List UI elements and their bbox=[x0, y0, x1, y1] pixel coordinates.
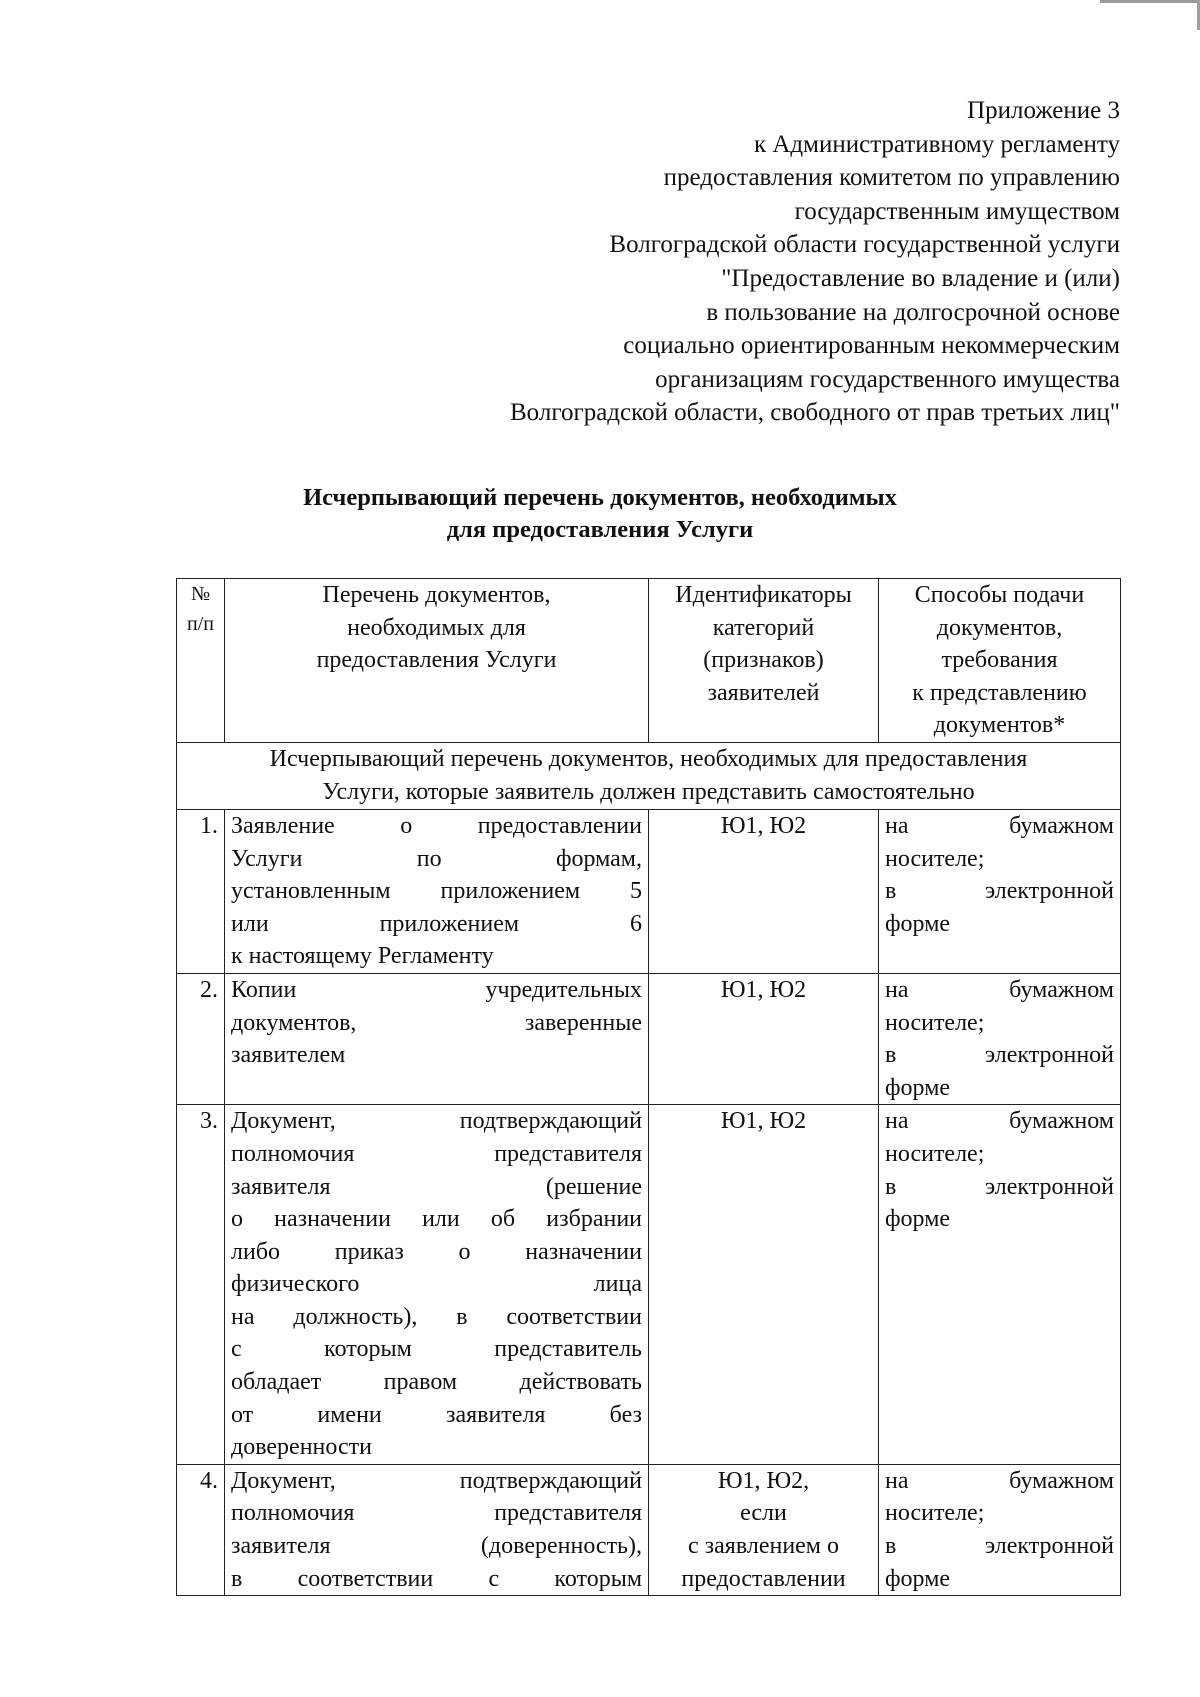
table-row bbox=[177, 973, 1121, 1104]
header-identifiers: Идентификаторы категорий (признаков) заявителей bbox=[649, 579, 879, 743]
row-identifiers: Ю1, Ю2 bbox=[649, 809, 879, 973]
documents-table bbox=[176, 578, 1121, 1596]
annex-line: организациям государственного имущества bbox=[655, 365, 1120, 393]
row-number: 1. bbox=[177, 809, 225, 973]
table-row bbox=[177, 809, 1121, 973]
annex-line: Приложение 3 bbox=[967, 97, 1120, 124]
row-number: 3. bbox=[177, 1105, 225, 1465]
header-submission-methods: Способы подачи документов, требования к представлению документов* bbox=[879, 579, 1121, 743]
row-method: на бумажном носителе; в электронной форме bbox=[879, 1464, 1121, 1595]
section-row bbox=[177, 742, 1121, 809]
row-identifiers: Ю1, Ю2 bbox=[649, 1105, 879, 1465]
header-number: № п/п bbox=[177, 579, 225, 743]
table-row bbox=[177, 1105, 1121, 1465]
section-heading: Исчерпывающий перечень документов, необходимых для предоставления Услуги, которые заявитель должен представить самостоятельно bbox=[177, 742, 1121, 809]
row-number: 2. bbox=[177, 973, 225, 1104]
table-row bbox=[177, 1464, 1121, 1595]
row-identifiers: Ю1, Ю2, если с заявлением о предоставлении bbox=[649, 1464, 879, 1595]
table-header-row bbox=[177, 579, 1121, 743]
annex-line: Волгоградской области, свободного от прав третьих лиц" bbox=[510, 399, 1120, 427]
row-number: 4. bbox=[177, 1464, 225, 1595]
row-document: Документ, подтверждающий полномочия представителя заявителя (решение о назначении или об избрании либо приказ о назначении физического лица на должность), в соответствии с которым представитель обладает правом действовать от имени заявителя без доверенности bbox=[225, 1105, 649, 1465]
annex-line: в пользование на долгосрочной основе bbox=[706, 298, 1120, 326]
row-identifiers: Ю1, Ю2 bbox=[649, 973, 879, 1104]
row-document: Копии учредительных документов, заверенные заявителем bbox=[225, 973, 649, 1104]
annex-line: "Предоставление во владение и (или) bbox=[721, 264, 1120, 292]
row-method: на бумажном носителе; в электронной форме bbox=[879, 973, 1121, 1104]
annex-line: предоставления комитетом по управлению bbox=[663, 164, 1120, 192]
row-document: Документ, подтверждающий полномочия представителя заявителя (доверенность), в соответствии с которым bbox=[225, 1464, 649, 1595]
annex-line: Волгоградской области государственной услуги bbox=[609, 231, 1120, 259]
annex-line: социально ориентированным некоммерческим bbox=[623, 332, 1120, 360]
row-document: Заявление о предоставлении Услуги по формам, установленным приложением 5 или приложением 6 к настоящему Регламенту bbox=[225, 809, 649, 973]
annex-line: к Административному регламенту bbox=[753, 130, 1120, 158]
annex-line: государственным имуществом bbox=[794, 197, 1120, 225]
row-method: на бумажном носителе; в электронной форме bbox=[879, 1105, 1121, 1465]
document-title-line: для предоставления Услуги bbox=[446, 516, 754, 543]
header-documents: Перечень документов, необходимых для предоставления Услуги bbox=[225, 579, 649, 743]
row-method: на бумажном носителе; в электронной форме bbox=[879, 809, 1121, 973]
document-title-line: Исчерпывающий перечень документов, необходимых bbox=[303, 484, 897, 511]
annex-heading bbox=[510, 94, 1120, 430]
scan-edge-mark bbox=[1100, 0, 1200, 3]
document-title bbox=[150, 482, 1050, 546]
